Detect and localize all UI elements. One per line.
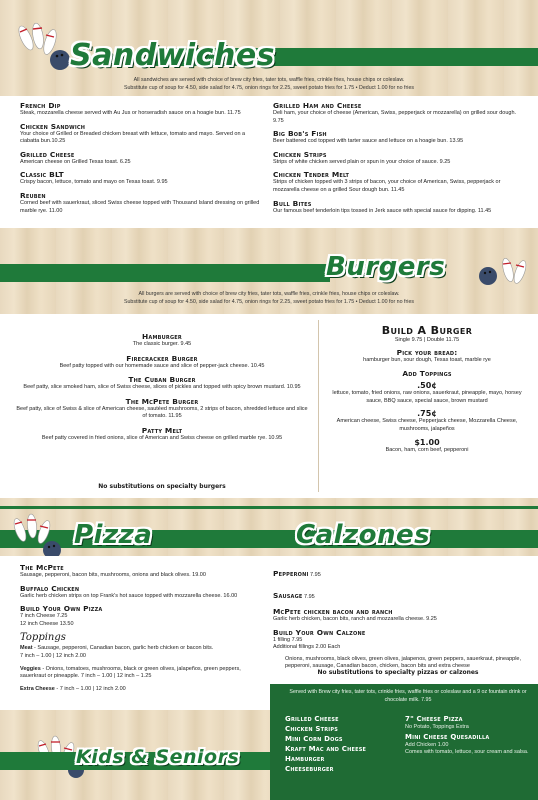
item-desc: Strips of white chicken served plain or spun in your choice of sauce. 9.25 — [273, 158, 451, 165]
topping-tier-desc: lettuce, tomato, fried onions, raw onions, sauerkraut, pineapple, mayo, horsey sauce, BBQ sauce, special sauce, brown mustard — [332, 390, 522, 404]
item-name: The Cuban Burger — [128, 375, 196, 385]
item-name: Classic BLT — [20, 170, 64, 180]
item-desc: 7 inch Cheese 7.25 — [20, 613, 68, 620]
calzone-item — [273, 585, 523, 603]
sandwich-item — [273, 150, 521, 167]
burgers-band — [0, 264, 330, 282]
sandwich-item — [273, 199, 521, 216]
burgers-divider — [318, 320, 319, 492]
kids-item: Grilled Cheese — [285, 715, 339, 723]
item-desc: Garlic herb chicken, bacon bits, ranch and mozzarella cheese. 9.25 — [273, 616, 437, 622]
bread-options: hamburger bun, sour dough, Texas toast, marble rye — [363, 356, 491, 363]
pizza-item — [20, 604, 260, 628]
topping-tier-price: .50¢ — [417, 381, 437, 391]
item-desc: Sausage, pepperoni, bacon bits, mushrooms, onions and black olives. 19.00 — [20, 572, 206, 578]
pizza-toppings-title: Toppings — [20, 632, 66, 644]
toppings-title: Add Toppings — [402, 369, 452, 379]
item-name: The McPete — [20, 563, 64, 572]
item-name: Chicken Strips — [273, 149, 327, 159]
item-desc: Additional fillings 2.00 Each — [273, 644, 341, 651]
calzone-item — [273, 628, 523, 652]
bowling-pins-icon — [6, 502, 66, 564]
pizza-item — [20, 584, 260, 601]
item-desc: Beef patty topped with our homemade sauce and slice of pepper-jack cheese. 10.45 — [59, 362, 265, 369]
meat-desc: - Sausage, pepperoni, Canadian bacon, garlic herb chicken or bacon bits. — [32, 645, 214, 652]
sandwiches-right-column — [273, 101, 521, 219]
pizza-veggie-toppings — [20, 666, 260, 681]
burgers-title: Burgers — [326, 252, 446, 282]
item-name: Firecracker Burger — [126, 353, 198, 363]
item-name: French Dip — [20, 101, 61, 110]
kids-item: Mini Cheese Quesadilla — [405, 732, 490, 741]
pizza-column — [20, 563, 260, 693]
kids-item-desc: No Potato, Toppings Extra — [405, 724, 469, 730]
burgers-note: No substitutions on specialty burgers — [98, 483, 226, 490]
sandwich-item — [273, 129, 521, 146]
kids-item: Cheeseburger — [285, 765, 334, 773]
extra-cheese-desc: - 7 inch – 1.00 | 12 inch 2.00 — [54, 685, 126, 692]
item-name: Reuben — [20, 190, 46, 200]
meat-prices: 7 inch – 1.00 | 12 inch 2.00 — [20, 652, 86, 659]
pizza-top-stripe — [0, 506, 538, 509]
sandwich-item — [20, 122, 260, 146]
sandwiches-intro — [0, 76, 538, 92]
item-desc: The classic burger. 9.45 — [132, 341, 192, 347]
kids-item: Hamburger — [285, 755, 325, 763]
kids-item: Chicken Strips — [285, 725, 338, 733]
item-desc: Your choice of Grilled or Breaded chicken breast with lettuce, tomato and mayo. Served on a ciabatta bun.10.25 — [20, 130, 246, 145]
veggies-desc: - Onions, tomatoes, mushrooms, black or green olives, jalapeños, green peppers, sauerkraut or pineapple. 7 inch – 1.00 | 12 inch – 1.25 — [20, 665, 241, 680]
kids-item: Mini Corn Dogs — [285, 735, 343, 743]
kids-item-desc: Comes with tomato, lettuce, sour cream and salsa. — [405, 749, 529, 756]
sandwich-item — [20, 101, 260, 118]
sandwich-item — [20, 170, 260, 187]
item-name: Big Bob's Fish — [273, 129, 327, 139]
item-name: Bull Bites — [273, 198, 312, 208]
burger-item — [14, 354, 310, 371]
item-name: Chicken Tender Melt — [273, 170, 350, 180]
item-price: 7.95 — [302, 594, 315, 600]
item-name: Sausage — [273, 591, 303, 600]
topping-tier-desc: American cheese, Swiss cheese, Pepperjack cheese, Mozzarella Cheese, mushrooms, jalapeños — [336, 418, 518, 432]
pizza-item — [20, 563, 260, 580]
item-desc: Our famous beef tenderloin tips tossed in Jerk sauce with special sauce for dipping. 11.45 — [273, 207, 492, 214]
kids-item: 7" Cheese Pizza — [405, 715, 463, 723]
item-desc: 1 filling 7.95 — [273, 636, 303, 643]
item-desc: Beef patty covered in fried onions, slice of American and Swiss cheese on grilled marble rye. 10.95 — [41, 434, 283, 441]
pizza-extra-cheese — [20, 686, 260, 694]
item-desc: Corned beef with sauerkraut, sliced Swiss cheese topped with Thousand Island dressing on grilled marble rye. 11.00 — [20, 199, 260, 214]
item-desc: Beef patty, slice of Swiss & slice of American cheese, sautéed mushrooms, 2 strips of bacon, shredded lettuce and slice of tomato. 11.95 — [16, 405, 308, 420]
item-name: Hamburger — [142, 332, 182, 341]
item-desc: American cheese on Grilled Texas toast. 6.25 — [20, 158, 131, 165]
build-burger-prices: Single 9.75 | Double 11.75 — [394, 337, 460, 343]
item-name: Patty Melt — [141, 425, 183, 435]
bread-title: Pick your bread: — [396, 347, 458, 357]
calzone-item — [273, 563, 523, 581]
sandwich-item — [20, 191, 260, 215]
item-desc: Beef patty, slice smoked ham, slice of Swiss cheese, slices of pickles and topped with spicy brown mustard. 10.95 — [23, 384, 301, 391]
pizza-meat-toppings — [20, 645, 260, 653]
calzones-title: Calzones — [296, 520, 431, 550]
sandwich-item — [273, 101, 521, 125]
burgers-intro — [0, 290, 538, 306]
calzone-note: No substitutions to specialty pizzas or calzones — [317, 669, 479, 676]
veggies-label: Veggies — [20, 665, 41, 672]
item-name: Build Your Own Pizza — [20, 604, 103, 614]
item-price: 7.95 — [308, 572, 321, 578]
sandwiches-left-column — [20, 101, 260, 219]
item-desc: Crispy bacon, lettuce, tomato and mayo on Texas toast. 9.95 — [20, 179, 168, 186]
burger-item — [14, 332, 310, 349]
burgers-intro-line2: Substitute cup of soup for 4.50, side salad for 4.75, onion rings for 2.25, sweet potato fries for 1.75 • Deduct 1.00 for no fries — [123, 299, 415, 305]
sandwiches-intro-line1: All sandwiches are served with choice of brew city fries, tater tots, waffle fries, crinkle fries, house chips or coleslaw. — [133, 77, 405, 83]
topping-tier-price: $1.00 — [414, 437, 440, 447]
calzone-fillings: Onions, mushrooms, black olives, green olives, jalapenos, green peppers, sauerkraut, pineapple, pepperoni, sausage, Canadian bacon, chicken, bacon bits and extra cheese — [285, 655, 522, 670]
item-name: Chicken Sandwich — [20, 121, 86, 131]
item-desc: Beer battered cod topped with tarter sauce and lettuce on a hoagie bun. 13.95 — [273, 138, 464, 145]
pizza-title: Pizza — [74, 520, 153, 550]
item-desc: Strips of chicken topped with 3 strips of bacon, your choice of American, Swiss, pepperjack or mozzarella cheese on a grilled Sour dough bun. 11.45 — [273, 179, 501, 193]
burgers-specialty-column — [14, 332, 310, 448]
topping-tier-desc: Bacon, ham, corn beef, pepperoni — [385, 446, 469, 453]
burger-item — [14, 397, 310, 421]
meat-label: Meat — [20, 645, 33, 652]
item-name: The McPete Burger — [125, 396, 199, 406]
item-desc: Deli ham, your choice of cheese (American, Swiss, pepperjack or mozzarella) on grilled sour dough. 9.75 — [273, 110, 517, 124]
kids-right-column — [405, 714, 530, 757]
kids-intro: Served with Brew city fries, tater tots, crinkle fries, waffle fries or coleslaw and a 9 oz fountain drink or chocolate milk. 7.95 — [289, 689, 527, 703]
burgers-intro-line1: All burgers are served with choice of brew city fries, tater tots, waffle fries, crinkle fries, house chips or coleslaw. — [138, 291, 400, 297]
kids-left-column — [285, 714, 400, 774]
calzone-item — [273, 607, 523, 624]
kids-item-desc: Add Chicken 1.00 — [405, 741, 449, 748]
sandwich-item — [273, 170, 521, 194]
calzone-column — [273, 563, 523, 671]
topping-tier-price: .75¢ — [417, 409, 437, 419]
sandwiches-title: Sandwiches — [70, 38, 276, 73]
sandwich-item — [20, 150, 260, 167]
item-name: Pepperoni — [273, 569, 309, 578]
item-name: Buffalo Chicken — [20, 583, 80, 593]
item-name: Build Your Own Calzone — [273, 627, 366, 637]
item-name: McPete chicken bacon and ranch — [273, 607, 393, 616]
item-name: Grilled Cheese — [20, 149, 75, 159]
item-desc: 12 inch Cheese 13.50 — [20, 620, 74, 627]
extra-cheese-label: Extra Cheese — [20, 685, 55, 692]
burger-item — [14, 426, 310, 443]
kids-item: Kraft Mac and Cheese — [285, 745, 367, 753]
burger-item — [14, 375, 310, 392]
sandwiches-intro-line2: Substitute cup of soup for 4.50, side salad for 4.75, onion rings for 2.25, sweet potato fries for 1.75 • Deduct 1.00 for no fries — [123, 85, 415, 91]
item-desc: Steak, mozzarella cheese served with Au Jus or horseradish sauce on a hoagie bun. 11.75 — [20, 110, 241, 116]
build-burger-title: Build A Burger — [381, 324, 473, 337]
item-desc: Garlic herb chicken strips on top Frank's hot sauce topped with mozzarella cheese. 16.00 — [20, 592, 238, 599]
item-name: Grilled Ham and Cheese — [273, 101, 362, 110]
kids-title: Kids & Seniors — [76, 746, 240, 768]
build-a-burger-column — [326, 324, 528, 454]
